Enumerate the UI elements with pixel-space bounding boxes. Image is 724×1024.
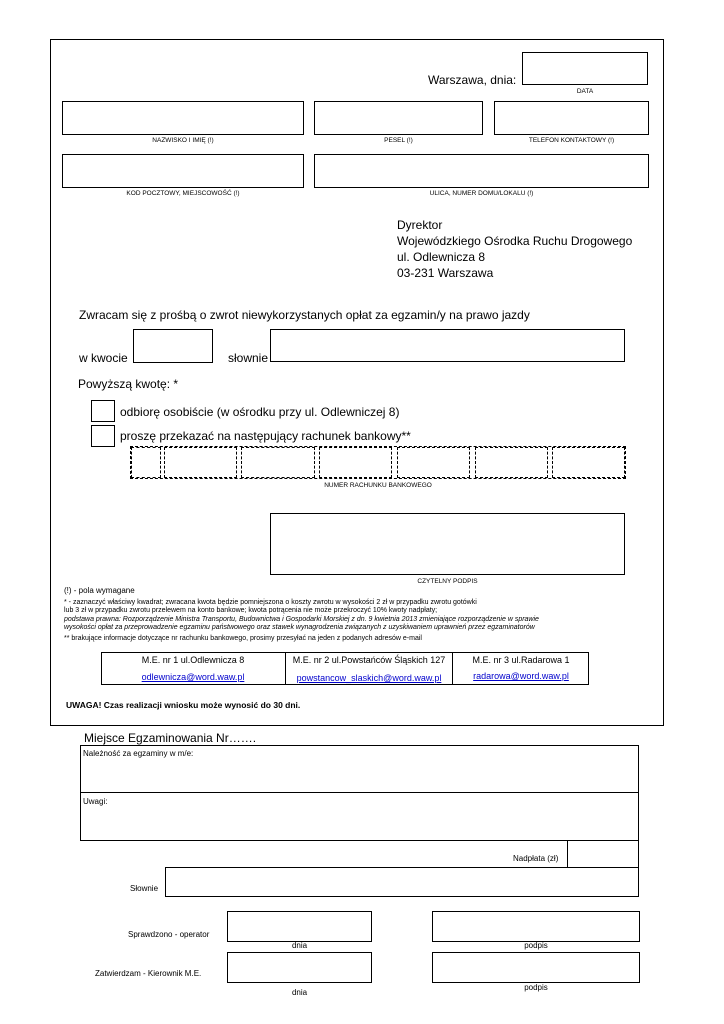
remarks-label: Uwagi: (83, 797, 108, 806)
approved-label: Zatwierdzam - Kierownik M.E. (95, 969, 202, 978)
overpay-field[interactable] (567, 840, 639, 868)
footnote-1: * - zaznaczyć właściwy kwadrat; zwracana kwota będzie pomniejszona o koszty zwrotu w wysokości 2 zł w przypadku zwrotu gotówki (64, 599, 477, 606)
street-caption: ULICA, NUMER DOMU/LOKALU (!) (429, 190, 534, 197)
account-segment-4[interactable] (319, 447, 392, 478)
account-segment-3[interactable] (241, 447, 315, 478)
amount-label: w kwocie (79, 351, 128, 365)
account-segment-1[interactable] (131, 447, 161, 478)
office-words-field[interactable] (165, 867, 639, 897)
amount-field[interactable] (133, 329, 213, 363)
place-label: Miejsce Egzaminowania Nr……. (84, 731, 257, 745)
date-field[interactable] (522, 52, 648, 85)
checked-day-caption: dnia (291, 941, 308, 950)
option-transfer-label: proszę przekazać na następujący rachunek bankowy** (120, 429, 411, 443)
name-field[interactable] (62, 101, 304, 135)
recipient-line3: ul. Odlewnicza 8 (397, 250, 486, 264)
option-transfer-checkbox[interactable] (91, 425, 115, 447)
approved-sign-field[interactable] (432, 952, 640, 983)
footnote-3: podstawa prawna: Rozporządzenie Ministra Transportu, Budownictwa i Gospodarki Morskiej z dn. 9 kwietnia 2013 zmieniające rozporządzenie w sprawie (64, 615, 539, 623)
date-caption: DATA (576, 88, 594, 95)
signature-caption: CZYTELNY PODPIS (417, 578, 478, 585)
method-label: Powyższą kwotę: * (78, 377, 179, 391)
overpay-label: Nadpłata (zł) (513, 854, 559, 863)
phone-field[interactable] (494, 101, 649, 135)
recipient-line2: Wojewódzkiego Ośrodka Ruchu Drogowego (397, 234, 633, 248)
center-1-email[interactable]: odlewnicza@word.waw.pl (141, 672, 245, 682)
center-3-name: M.E. nr 3 ul.Radarowa 1 (472, 655, 570, 665)
amount-words-field[interactable] (270, 329, 625, 362)
option-pickup-checkbox[interactable] (91, 400, 115, 422)
city-date-label: Warszawa, dnia: (428, 73, 517, 87)
approved-day-caption: dnia (291, 988, 308, 997)
recipient-line1: Dyrektor (397, 218, 443, 232)
footnote-5: ** brakujące informacje dotyczące nr rachunku bankowego, prosimy przesyłać na jeden z podanych adresów e-mail (64, 634, 422, 642)
center-2-name: M.E. nr 2 ul.Powstańców Śląskich 127 (292, 655, 446, 665)
checked-label: Sprawdzono - operator (128, 930, 210, 939)
recipient-address (397, 217, 632, 281)
approved-sign-caption: podpis (524, 983, 548, 992)
option-pickup-label: odbiorę osobiście (w ośrodku przy ul. Odlewniczej 8) (120, 405, 400, 419)
recipient-line4: 03-231 Warszawa (397, 266, 494, 280)
account-segment-2[interactable] (164, 447, 237, 478)
request-text: Zwracam się z prośbą o zwrot niewykorzystanych opłat za egzamin/y na prawo jazdy (79, 308, 530, 322)
postal-city-caption: KOD POCZTOWY, MIEJSCOWOŚĆ (!) (126, 190, 240, 197)
account-segment-6[interactable] (475, 447, 548, 478)
due-label: Należność za egzaminy w m/e: (83, 749, 194, 758)
center-1-name: M.E. nr 1 ul.Odlewnicza 8 (141, 655, 245, 665)
street-field[interactable] (314, 154, 649, 188)
checked-sign-caption: podpis (524, 941, 548, 950)
center-2-email[interactable]: powstancow_slaskich@word.waw.pl (296, 673, 442, 683)
footnotes (64, 599, 654, 643)
signature-field[interactable] (270, 513, 625, 575)
checked-sign-field[interactable] (432, 911, 640, 942)
pesel-caption: PESEL (!) (384, 137, 413, 144)
account-segment-7[interactable] (552, 447, 625, 478)
account-segment-5[interactable] (397, 447, 470, 478)
center-3-email[interactable]: radarowa@word.waw.pl (473, 671, 569, 681)
pesel-field[interactable] (314, 101, 483, 135)
name-caption: NAZWISKO I IMIĘ (!) (152, 137, 214, 144)
phone-caption: TELEFON KONTAKTOWY (!) (528, 137, 615, 144)
checked-day-field[interactable] (227, 911, 372, 942)
words-label: słownie (228, 351, 269, 365)
footnote-4: wysokości opłat za przeprowadzenie egzaminu państwowego oraz stawek wynagrodzenia związanych z uzyskiwaniem uprawnień przez egzaminatorów (64, 624, 535, 632)
office-words-label: Słownie (130, 884, 159, 893)
approved-day-field[interactable] (227, 952, 372, 983)
remarks-field[interactable] (80, 792, 639, 841)
postal-city-field[interactable] (62, 154, 304, 188)
required-note: (!) - pola wymagane (64, 586, 135, 595)
warning-text: UWAGA! Czas realizacji wniosku może wynosić do 30 dni. (66, 700, 301, 710)
footnote-2: lub 3 zł w przypadku zwrotu przelewem na konto bankowe; kwota potrącenia nie może przekroczyć 10% kwoty nadpłaty; (64, 607, 438, 615)
account-caption: NUMER RACHUNKU BANKOWEGO (324, 482, 432, 489)
